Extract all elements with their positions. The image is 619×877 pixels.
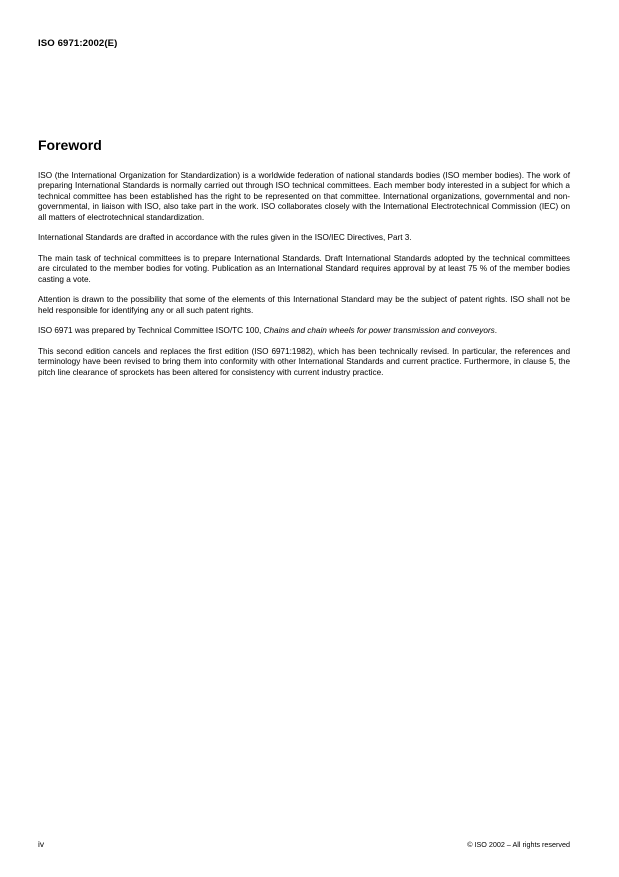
foreword-body [38, 171, 570, 388]
paragraph-committee-task: The main task of technical committees is to prepare International Standards. Draft International Standards adopted by the technical committees are circulated to the member bodies for voting. Publication as an International Standard requires approval by at least 75 % of the member bodies casting a vote. [38, 253, 570, 284]
committee-title: Chains and chain wheels for power transmission and conveyors [263, 326, 495, 336]
paragraph-patent-rights: Attention is drawn to the possibility that some of the elements of this International Standard may be the subject of patent rights. ISO shall not be held responsible for identifying any or all such patent rights. [38, 295, 570, 315]
prepared-by-text: ISO 6971 was prepared by Technical Committee ISO/TC 100, [38, 326, 264, 336]
paragraph-prepared-by [38, 326, 570, 336]
prepared-by-suffix: . [494, 326, 498, 336]
paragraph-second-edition: This second edition cancels and replaces the first edition (ISO 6971:1982), which has been technically revised. In particular, the references and terminology have been revised to bring them into conformity with other International Standards and current practice. Furthermore, in clause 5, the pitch line clearance of sprockets has been altered for consistency with current industry practice. [38, 346, 570, 377]
document-identifier: ISO 6971:2002(E) [38, 38, 118, 49]
paragraph-directives: International Standards are drafted in accordance with the rules given in the ISO/IEC Directives, Part 3. [38, 233, 412, 243]
page-number: iv [38, 839, 45, 849]
copyright-notice: © ISO 2002 – All rights reserved [467, 840, 570, 849]
section-heading: Foreword [38, 137, 102, 153]
paragraph-iso-federation: ISO (the International Organization for Standardization) is a worldwide federation of national standards bodies (ISO member bodies). The work of preparing International Standards is normally carried out through ISO technical committees. Each member body interested in a subject for which a technical committee has been established has the right to be represented on that committee. International organizations, governmental and non-governmental, in liaison with ISO, also take part in the work. ISO collaborates closely with the International Electrotechnical Commission (IEC) on all matters of electrotechnical standardization. [38, 171, 570, 222]
